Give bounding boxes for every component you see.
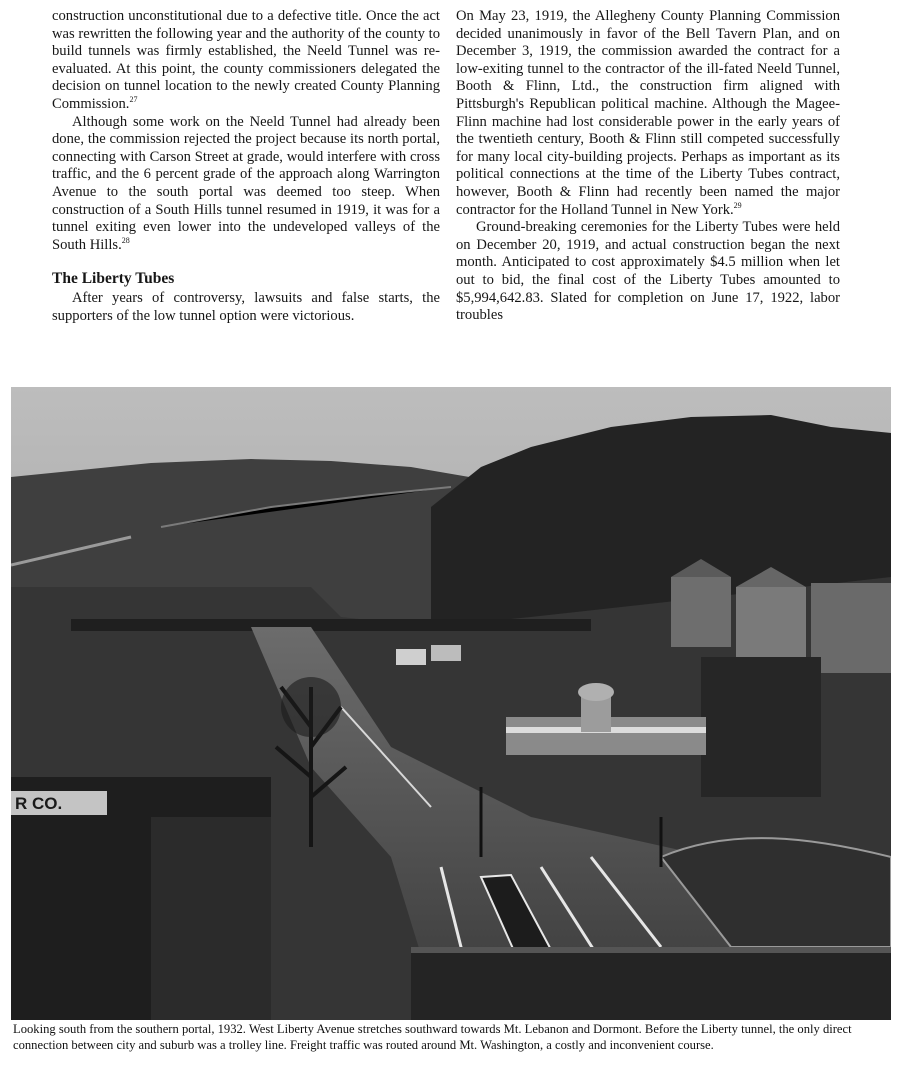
section-heading: The Liberty Tubes <box>52 270 175 288</box>
paragraph: Ground-breaking ceremonies for the Liberty Tubes were held on December 20, 1919, and actual construction began the next month. Anticipated to cost approximately $4.5 million when let out to bid, the final cost of the Liberty Tubes amounted to $5,994,642.83. Slated for completion on June 17, 1922, labor troubles <box>456 219 840 324</box>
photo-illustration <box>11 387 891 1020</box>
right-text-column <box>456 8 840 325</box>
footnote-ref: 28 <box>121 235 130 245</box>
paragraph: On May 23, 1919, the Allegheny County Planning Commission decided unanimously in favor of the Bell Tavern Plan, and on December 3, 1919, the commission awarded the contract for a low-exiting tunnel to the contractor of the ill-fated Neeld Tunnel, Booth & Flinn, Ltd., the construction firm aligned with Pittsburgh's Republican political machine. Although the Magee-Flinn machine had lost considerable power in the early years of the twentieth century, Booth & Flinn still competed successfully for many local city-building projects. Perhaps as important as its political connections at the time of the Liberty Tubes contract, however, Booth & Flinn had recently been named the major contractor for the Holland Tunnel in New York.$^{29}$ <box>456 8 840 218</box>
footnote-ref: 29 <box>733 200 742 210</box>
paragraph: Although some work on the Neeld Tunnel had already been done, the commission rejected the project because its north portal, connecting with Carson Street at grade, would interfere with cross traffic, and the 6 percent grade of the approach along Warrington Avenue to the south portal was deemed too steep. When construction of a South Hills tunnel resumed in 1919, it was for a tunnel exiting even lower into the undeveloped valleys of the South Hills.$^{28}$ <box>52 113 440 253</box>
footnote-ref: 27 <box>129 95 138 105</box>
paragraph: After years of controversy, lawsuits and false starts, the supporters of the low tunnel option were victorious. <box>52 290 440 324</box>
figure-caption: Looking south from the southern portal, 1932. West Liberty Avenue stretches southward towards Mt. Lebanon and Dormont. Before the Liberty tunnel, the only direct connection between city and suburb was a trolley line. Freight traffic was routed around Mt. Washington, a costly and inconvenient course. <box>13 1022 852 1053</box>
historical-photograph <box>11 387 891 1020</box>
building-sign: R CO. <box>15 794 63 813</box>
left-text-column <box>52 8 440 326</box>
paragraph: construction unconstitutional due to a defective title. Once the act was rewritten the following year and the authority of the county to build tunnels was firmly established, the Neeld Tunnel was re-evaluated. At this point, the county commissioners delegated the decision on tunnel location to the newly created County Planning Commission.$^{27}$ <box>52 8 440 112</box>
